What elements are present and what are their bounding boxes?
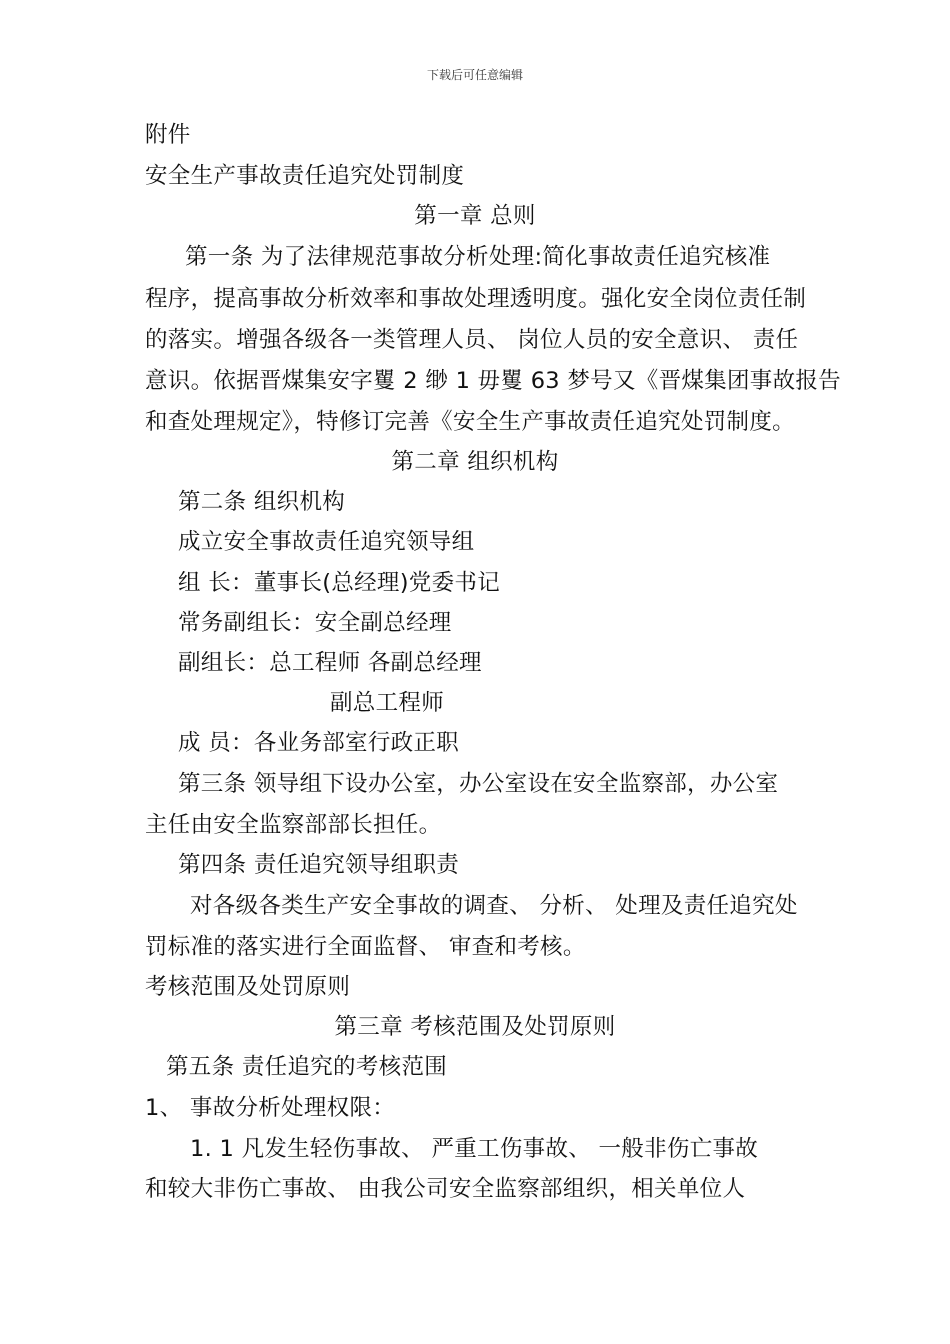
paragraph-line: 的落实。增强各级各一类管理人员、 岗位人员的安全意识、 责任 <box>145 327 799 353</box>
paragraph-line: 成 员：各业务部室行政正职 <box>178 730 460 756</box>
article-heading: 第四条 责任追究领导组职责 <box>178 852 460 878</box>
paragraph-line: 意识。依据晋煤集安字矍 2 缈 1 毋矍 63 梦号又《晋煤集团事故报告 <box>145 368 841 394</box>
section-label: 考核范围及处罚原则 <box>145 974 351 1000</box>
paragraph-line: 副总工程师 <box>330 690 445 716</box>
chapter-heading-1: 第一章 总则 <box>414 203 536 229</box>
document-title: 安全生产事故责任追究处罚制度 <box>145 163 465 189</box>
attachment-label: 附件 <box>145 122 191 148</box>
page-header: 下载后可任意编辑 <box>426 68 523 82</box>
paragraph-line: 1. 1 凡发生轻伤事故、 严重工伤事故、 一般非伤亡事故 <box>190 1136 759 1162</box>
article-heading: 第二条 组织机构 <box>178 489 346 515</box>
chapter-heading-3: 第三章 考核范围及处罚原则 <box>334 1014 616 1040</box>
paragraph-line: 程序，提高事故分析效率和事故处理透明度。强化安全岗位责任制 <box>145 286 807 312</box>
chapter-heading-2: 第二章 组织机构 <box>391 449 559 475</box>
paragraph-line: 罚标准的落实进行全面监督、 审查和考核。 <box>145 934 586 960</box>
paragraph-line: 和查处理规定》，特修订完善《安全生产事故责任追究处罚制度。 <box>145 409 795 435</box>
paragraph-line: 组 长：董事长(总经理)党委书记 <box>178 570 501 596</box>
paragraph-line: 第三条 领导组下设办公室，办公室设在安全监察部，办公室 <box>178 771 779 797</box>
paragraph-line: 对各级各类生产安全事故的调查、 分析、 处理及责任追究处 <box>190 893 798 919</box>
list-item: 1、 事故分析处理权限： <box>145 1095 396 1121</box>
paragraph-line: 主任由安全监察部部长担任。 <box>145 812 442 838</box>
paragraph-line: 和较大非伤亡事故、 由我公司安全监察部组织，相关单位人 <box>145 1176 746 1202</box>
paragraph-line: 副组长：总工程师 各副总经理 <box>178 650 482 676</box>
article-heading: 第五条 责任追究的考核范围 <box>166 1054 448 1080</box>
paragraph-line: 第一条 为了法律规范事故分析处理:简化事故责任追究核准 <box>185 244 771 270</box>
paragraph-line: 成立安全事故责任追究领导组 <box>178 529 475 555</box>
paragraph-line: 常务副组长：安全副总经理 <box>178 610 452 636</box>
